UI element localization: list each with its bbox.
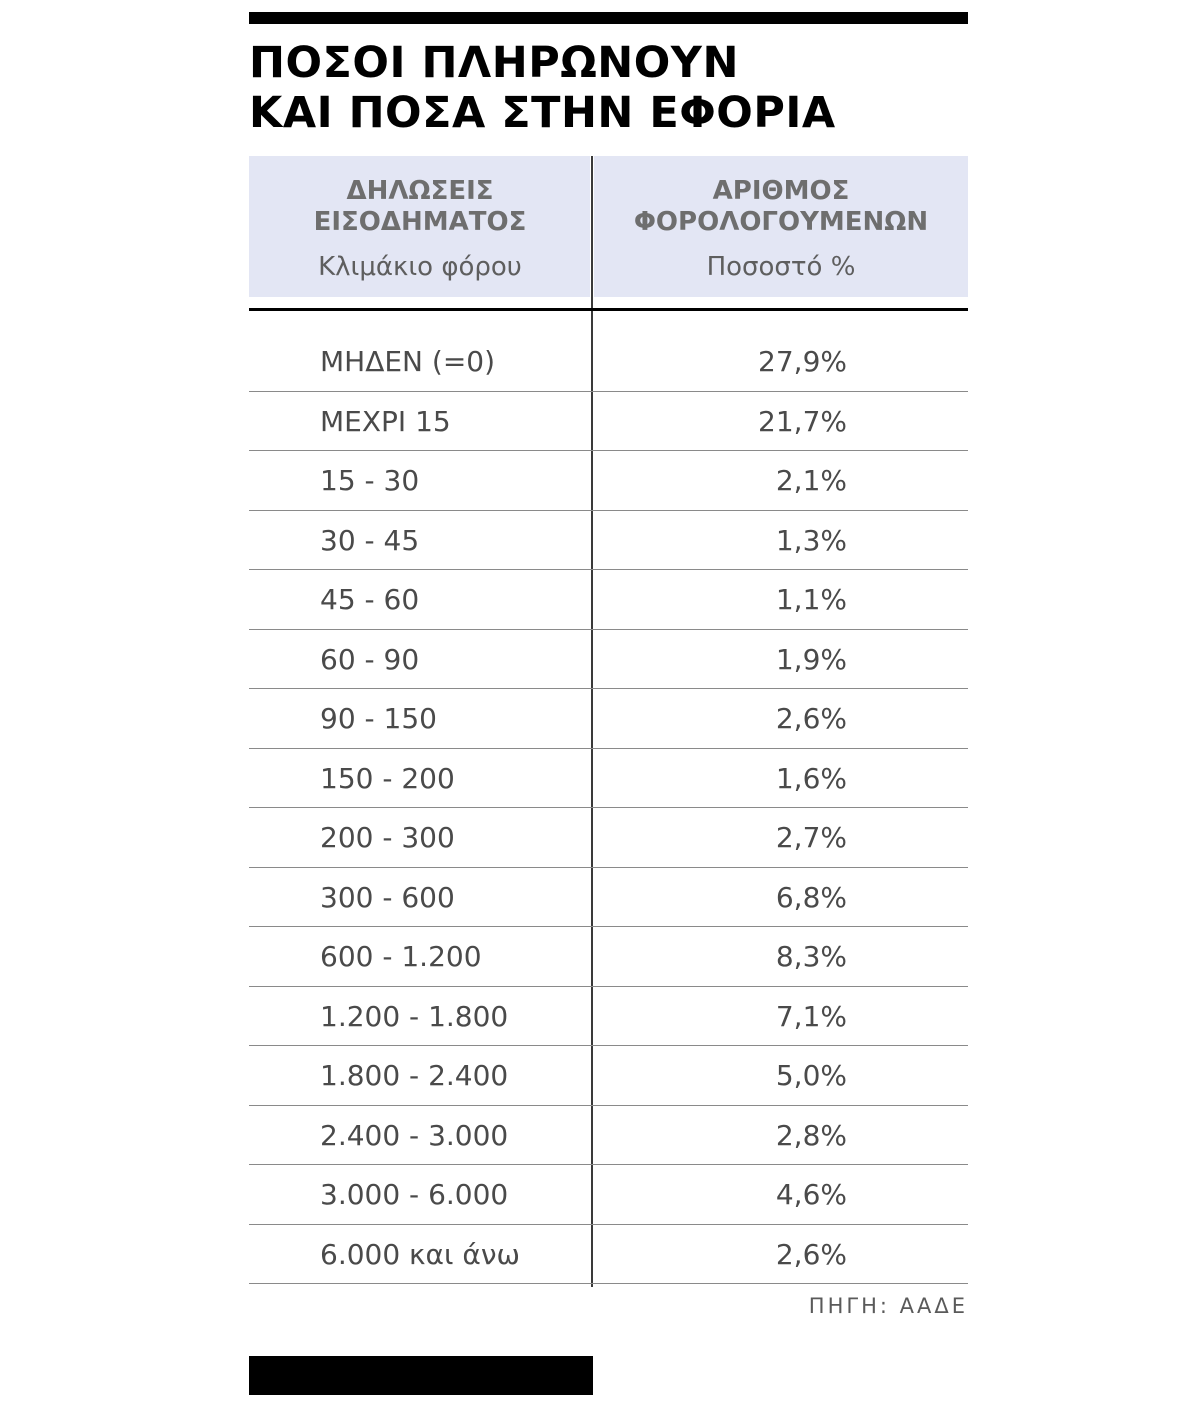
- tax-bracket-label: 200 - 300: [320, 821, 455, 854]
- header-income-declarations: [249, 176, 591, 282]
- header-col1-line2: ΕΙΣΟΔΗΜΑΤΟΣ: [313, 207, 527, 237]
- tax-bracket-label: ΜΗΔΕΝ (=0): [320, 345, 496, 378]
- table-row: [249, 570, 968, 630]
- taxpayer-percent-value: 2,6%: [775, 1237, 847, 1271]
- taxpayer-percent-value: 1,3%: [775, 523, 847, 557]
- table-row: [249, 1225, 968, 1285]
- table-row: [249, 987, 968, 1047]
- taxpayer-percent-value: 27,9%: [758, 345, 847, 378]
- taxpayer-percent-value: 5,0%: [775, 1059, 847, 1092]
- bottom-bar: [249, 1356, 593, 1395]
- table-row: [249, 511, 968, 571]
- header-col2-line1: ΑΡΙΘΜΟΣ: [712, 176, 850, 206]
- tax-bracket-label: 600 - 1.200: [320, 940, 482, 973]
- header-income-title: [249, 176, 591, 238]
- table-row: [249, 1106, 968, 1166]
- page-title: [249, 38, 968, 138]
- tax-bracket-label: 15 - 30: [320, 464, 420, 497]
- taxpayer-percent-value: 2,6%: [775, 702, 847, 735]
- taxpayer-percent-value: 1,6%: [775, 761, 847, 795]
- table-body: [249, 332, 968, 1284]
- tax-bracket-label: 60 - 90: [320, 642, 420, 676]
- taxpayer-percent-value: 2,7%: [775, 821, 847, 854]
- taxpayer-percent-value: 8,3%: [775, 940, 847, 973]
- taxpayer-percent-value: 6,8%: [775, 880, 847, 914]
- tax-bracket-label: 90 - 150: [320, 702, 437, 735]
- table-row: [249, 927, 968, 987]
- tax-bracket-label: 300 - 600: [320, 880, 455, 914]
- header-taxpayers-count: [594, 176, 968, 282]
- infographic: [249, 0, 968, 1410]
- table-row: [249, 451, 968, 511]
- tax-bracket-label: ΜΕΧΡΙ 15: [320, 404, 451, 438]
- table-row: [249, 808, 968, 868]
- table-row: [249, 392, 968, 452]
- header-col2-subtitle: Ποσοστό %: [706, 252, 856, 282]
- title-line-1: ΠΟΣΟΙ ΠΛΗΡΩΝΟΥΝ: [249, 38, 739, 88]
- source-note: ΠΗΓΗ: ΑΑΔΕ: [808, 1294, 968, 1318]
- tax-bracket-label: 150 - 200: [320, 761, 455, 795]
- tax-bracket-label: 1.800 - 2.400: [320, 1059, 509, 1092]
- table-row: [249, 1165, 968, 1225]
- table-row: [249, 749, 968, 809]
- tax-bracket-label: 3.000 - 6.000: [320, 1178, 509, 1211]
- top-rule: [249, 12, 968, 24]
- table-row: [249, 689, 968, 749]
- taxpayer-percent-value: 2,1%: [775, 464, 847, 497]
- header-rule: [249, 308, 968, 311]
- taxpayer-percent-value: 4,6%: [775, 1178, 847, 1211]
- tax-bracket-label: 30 - 45: [320, 523, 420, 557]
- table-row: [249, 868, 968, 928]
- table-row: [249, 1046, 968, 1106]
- table-row: [249, 332, 968, 392]
- table-row: [249, 630, 968, 690]
- taxpayer-percent-value: 1,9%: [775, 642, 847, 676]
- header-taxpayers-title: [594, 176, 968, 238]
- taxpayer-percent-value: 21,7%: [758, 404, 847, 438]
- header-col1-line1: ΔΗΛΩΣΕΙΣ: [346, 176, 494, 206]
- header-col1-subtitle: Κλιμάκιο φόρου: [318, 252, 522, 282]
- tax-bracket-label: 2.400 - 3.000: [320, 1118, 509, 1152]
- taxpayer-percent-value: 1,1%: [775, 583, 847, 616]
- header-col2-line2: ΦΟΡΟΛΟΓΟΥΜΕΝΩΝ: [633, 207, 929, 237]
- taxpayer-percent-value: 2,8%: [775, 1118, 847, 1152]
- tax-bracket-label: 45 - 60: [320, 583, 420, 616]
- tax-bracket-label: 6.000 και άνω: [320, 1237, 520, 1271]
- taxpayer-percent-value: 7,1%: [775, 999, 847, 1033]
- title-line-2: ΚΑΙ ΠΟΣΑ ΣΤΗΝ ΕΦΟΡΙΑ: [249, 88, 836, 138]
- tax-bracket-label: 1.200 - 1.800: [320, 999, 509, 1033]
